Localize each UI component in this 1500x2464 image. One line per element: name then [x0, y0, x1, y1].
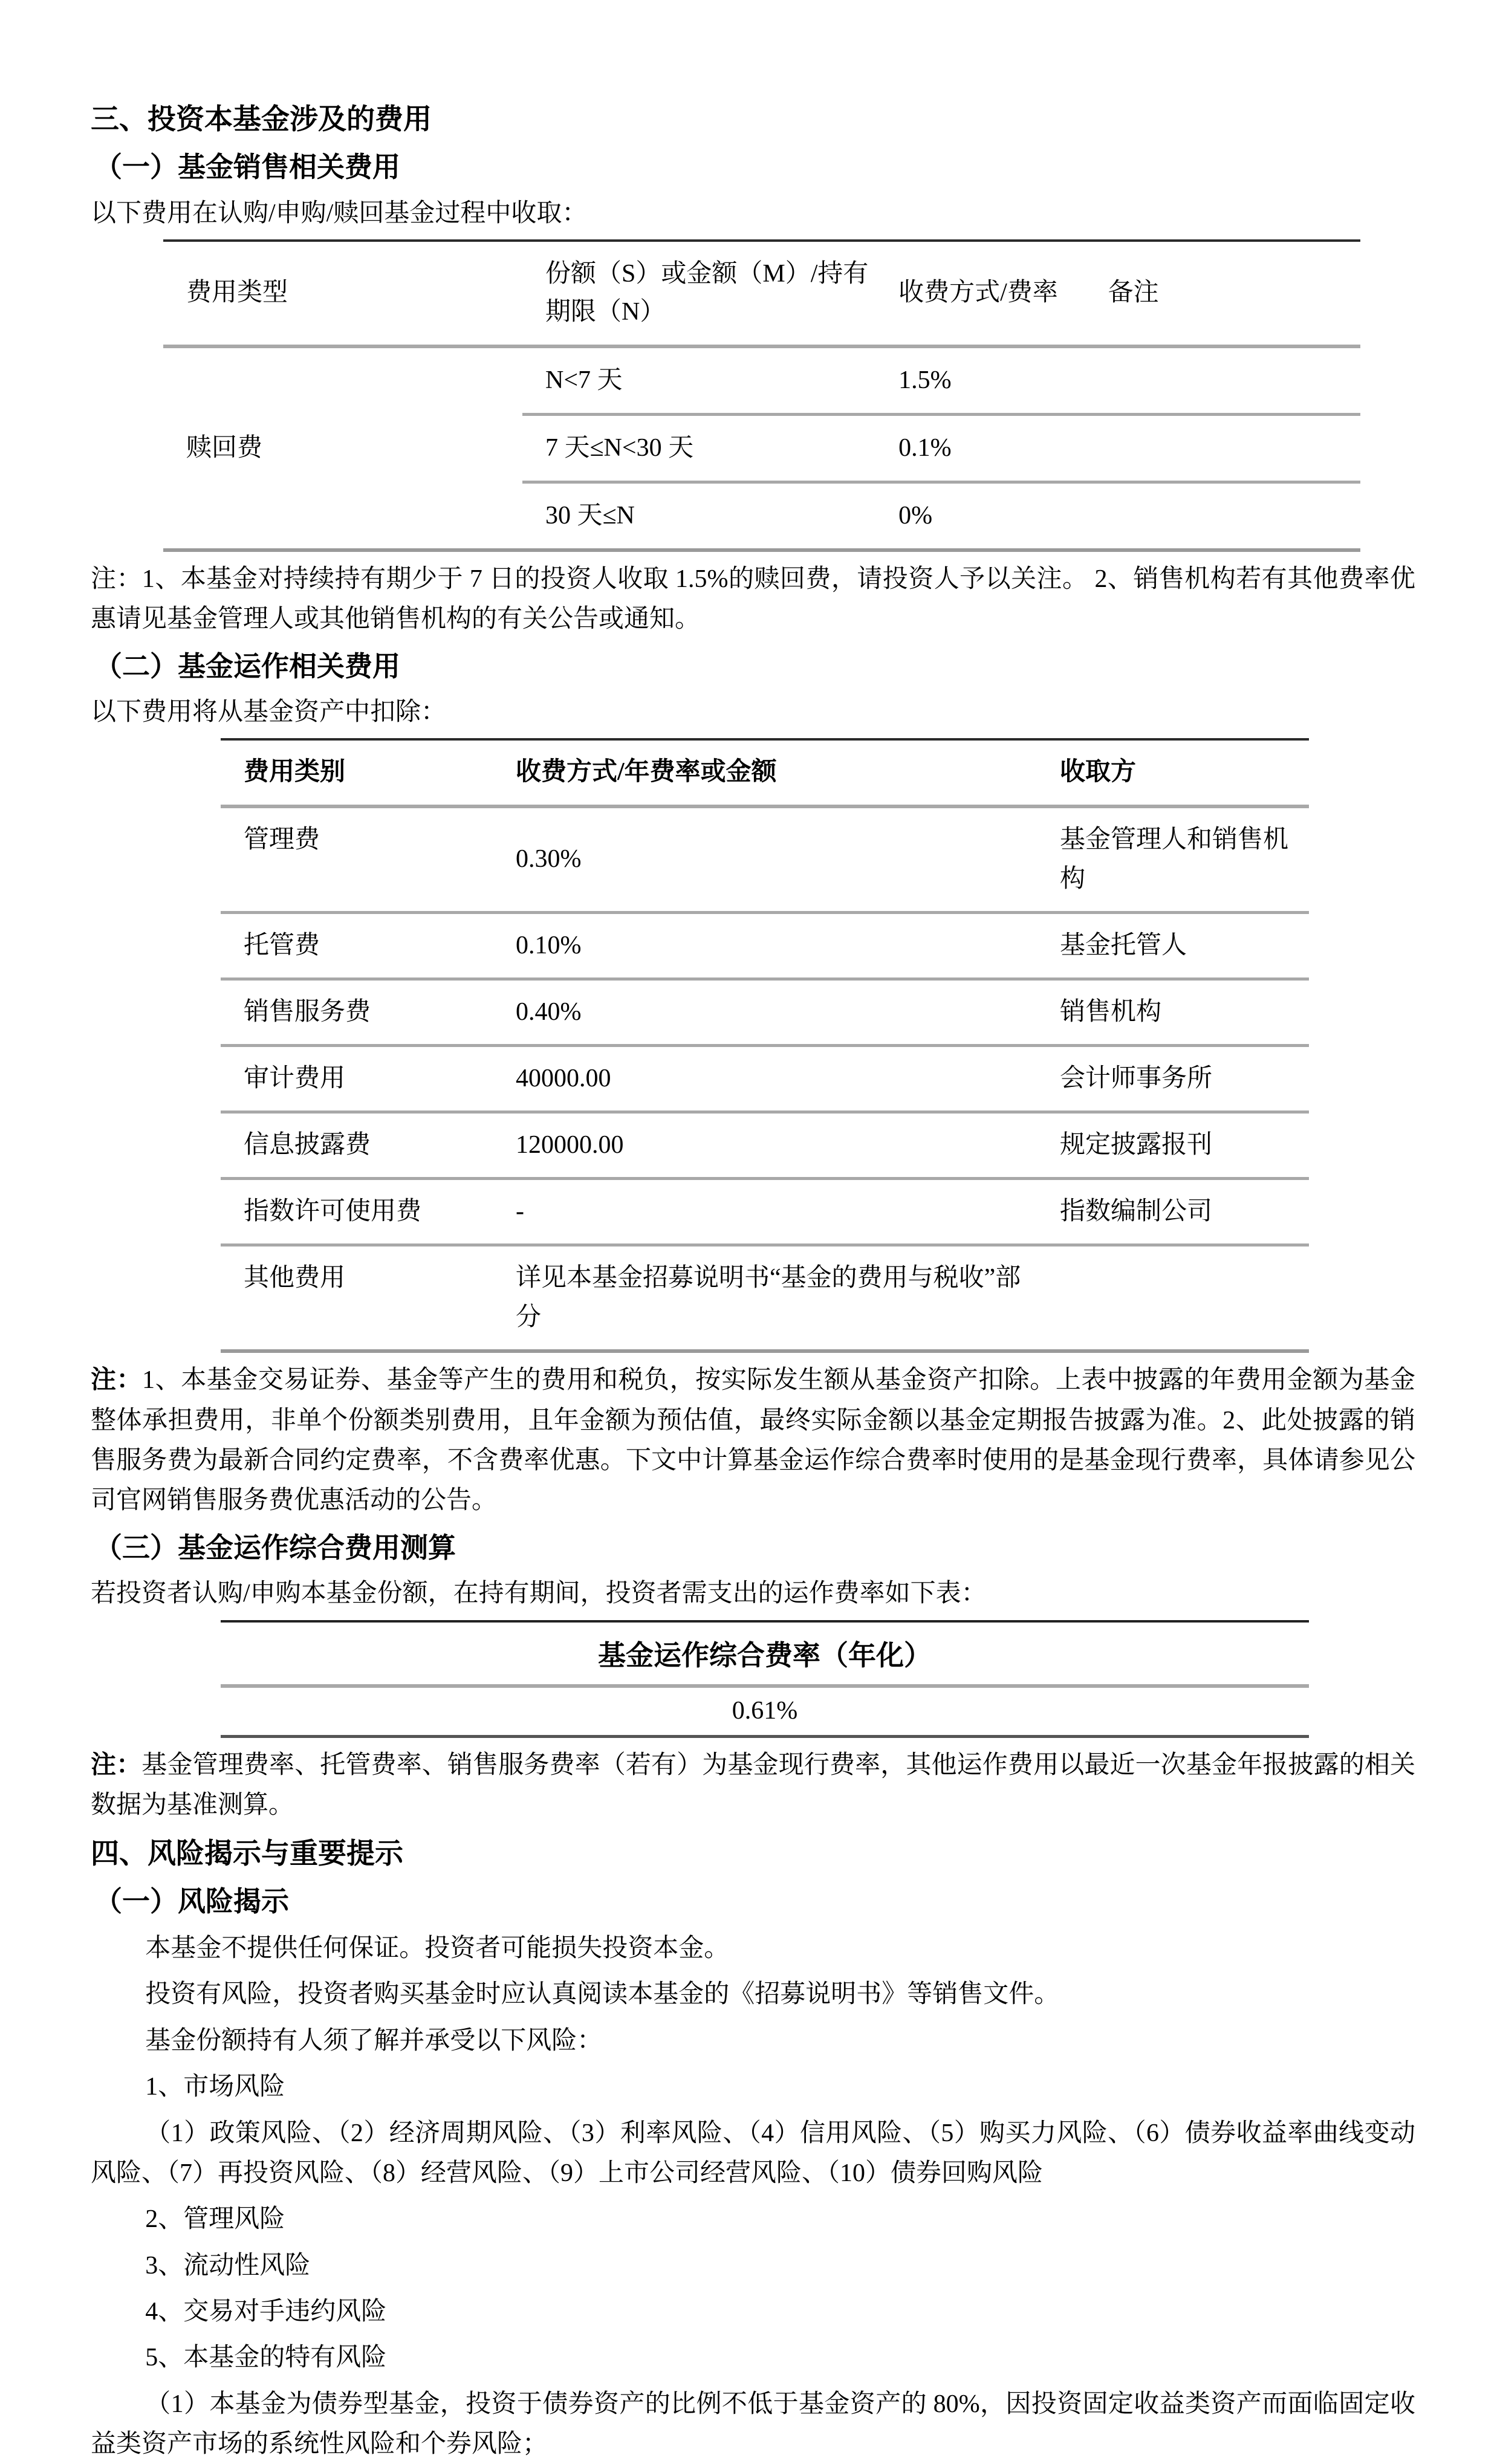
section-3-heading: 三、投资本基金涉及的费用	[91, 104, 432, 135]
rate-cell: 40000.00	[516, 1064, 611, 1092]
table-row	[221, 1245, 1309, 1352]
sales-fee-note: 注：1、本基金对持续持有期少于 7 日的投资人收取 1.5%的赎回费，请投资人予以关注。 2、销售机构若有其他费率优惠请见基金管理人或其他销售机构的有关公告或通知。	[91, 565, 1415, 634]
rate-cell: 120000.00	[516, 1130, 624, 1159]
holding-period-cell: N<7 天	[545, 366, 623, 394]
rate-cell: 0.10%	[516, 931, 582, 959]
risk-paragraph: 5、本基金的特有风险	[145, 2344, 387, 2372]
note-prefix: 注：	[91, 1366, 143, 1395]
risk-paragraph: （1）政策风险、（2）经济周期风险、（3）利率风险、（4）信用风险、（5）购买力风险、（6）债券收益率曲线变动风险、（7）再投资风险、（8）经营风险、（9）上市公司经营风险、（10）债券回购风险	[91, 2119, 1415, 2187]
table-row	[221, 912, 1309, 979]
rate-cell: -	[516, 1198, 524, 1226]
fee-category-cell: 其他费用	[244, 1264, 346, 1292]
operating-fee-lead: 以下费用将从基金资产中扣除：	[91, 698, 447, 727]
risk-paragraph: 1、市场风险	[145, 2073, 285, 2101]
table-row	[221, 979, 1309, 1045]
table-row	[221, 1179, 1309, 1245]
composite-fee-table	[221, 1620, 1309, 1738]
operating-fee-note	[91, 1360, 1415, 1520]
holding-period-cell: 30 天≤N	[545, 501, 635, 530]
note-prefix: 注：	[91, 1751, 142, 1779]
recipient-cell: 基金管理人和销售机构	[1060, 825, 1289, 893]
rate-cell: 0.1%	[898, 433, 952, 462]
table-row	[221, 1045, 1309, 1112]
remark-cell	[1085, 346, 1360, 415]
header-share-or-amount: 份额（S）或金额（M）/持有期限（N）	[545, 259, 869, 326]
section-3-2-heading: （二）基金运作相关费用	[94, 650, 400, 682]
section-3-3-heading: （三）基金运作综合费用测算	[94, 1532, 456, 1563]
fee-category-cell: 销售服务费	[244, 997, 371, 1026]
risk-paragraph: （1）本基金为债券型基金，投资于债券资产的比例不低于基金资产的 80%，因投资固定收益类资产而面临固定收益类资产市场的系统性风险和个券风险；	[91, 2390, 1415, 2459]
sales-fee-table	[163, 239, 1360, 552]
table-row	[163, 346, 1360, 415]
holding-period-cell: 7 天≤N<30 天	[545, 433, 694, 462]
rate-cell: 1.5%	[898, 366, 952, 394]
risk-paragraph: 投资有风险，投资者购买基金时应认真阅读本基金的《招募说明书》等销售文件。	[145, 1980, 1060, 2009]
section-4-heading: 四、风险揭示与重要提示	[91, 1838, 403, 1870]
recipient-cell: 销售机构	[1060, 997, 1162, 1026]
recipient-cell: 基金托管人	[1060, 931, 1187, 959]
recipient-cell: 规定披露报刊	[1060, 1130, 1213, 1159]
section-4-1-heading: （一）风险揭示	[94, 1886, 289, 1918]
header-charge-method: 收费方式/费率	[898, 279, 1058, 307]
fee-category-cell: 审计费用	[244, 1064, 346, 1092]
recipient-cell	[1037, 1245, 1309, 1352]
note-body: 1、本基金交易证券、基金等产生的费用和税负，按实际发生额从基金资产扣除。上表中披露的年费用金额为基金整体承担费用，非单个份额类别费用，且年金额为预估值，最终实际金额以基金定期报告披露为准。2、此处披露的销售服务费为最新合同约定费率，不含费率优惠。下文中计算基金运作综合费率时使用的是基金现行费率，具体请参见公司官网销售服务费优惠活动的公告。	[91, 1366, 1415, 1515]
fee-type-cell: 赎回费	[186, 433, 263, 462]
rate-cell: 0.40%	[516, 997, 582, 1026]
operating-fee-table	[221, 738, 1309, 1353]
table-row	[221, 1686, 1309, 1737]
fee-category-cell: 托管费	[244, 931, 320, 959]
recipient-cell: 会计师事务所	[1060, 1064, 1213, 1092]
risk-paragraph: 3、流动性风险	[145, 2251, 311, 2280]
risk-paragraph: 4、交易对手违约风险	[145, 2298, 387, 2326]
section-3-1-heading: （一）基金销售相关费用	[94, 152, 400, 183]
header-fee-type: 费用类型	[186, 279, 288, 307]
rate-cell: 0%	[898, 501, 933, 530]
composite-fee-note	[91, 1745, 1415, 1826]
risk-paragraph: 基金份额持有人须了解并承受以下风险：	[145, 2026, 603, 2055]
operating-fee-header-row	[221, 739, 1309, 806]
header-fee-category: 费用类别	[244, 758, 346, 786]
note-body: 基金管理费率、托管费率、销售服务费率（若有）为基金现行费率，其他运作费用以最近一次基金年报披露的相关数据为基准测算。	[91, 1751, 1415, 1819]
risk-paragraph: 本基金不提供任何保证。投资者可能损失投资本金。	[145, 1934, 730, 1963]
composite-rate-value: 0.61%	[732, 1696, 798, 1725]
composite-fee-lead: 若投资者认购/申购本基金份额，在持有期间，投资者需支出的运作费率如下表：	[91, 1580, 987, 1608]
remark-cell	[1085, 414, 1360, 482]
header-remark: 备注	[1108, 279, 1159, 307]
table-row	[221, 1112, 1309, 1178]
risk-paragraph: 2、管理风险	[145, 2205, 285, 2234]
rate-cell: 详见本基金招募说明书“基金的费用与税收”部分	[516, 1264, 1021, 1332]
fee-category-cell: 指数许可使用费	[244, 1198, 422, 1226]
remark-cell	[1085, 482, 1360, 550]
composite-fee-header-row	[221, 1621, 1309, 1686]
fee-category-cell: 信息披露费	[244, 1130, 371, 1159]
header-recipient: 收取方	[1060, 758, 1137, 786]
rate-cell: 0.30%	[516, 845, 582, 874]
header-annual-rate-or-amount: 收费方式/年费率或金额	[516, 758, 777, 786]
header-composite-rate: 基金运作综合费率（年化）	[221, 1621, 1309, 1686]
sales-fee-header-row	[163, 241, 1360, 346]
fee-category-cell: 管理费	[244, 825, 320, 854]
sales-fee-lead: 以下费用在认购/申购/赎回基金过程中收取：	[91, 199, 588, 227]
table-row	[221, 806, 1309, 913]
recipient-cell: 指数编制公司	[1060, 1198, 1213, 1226]
